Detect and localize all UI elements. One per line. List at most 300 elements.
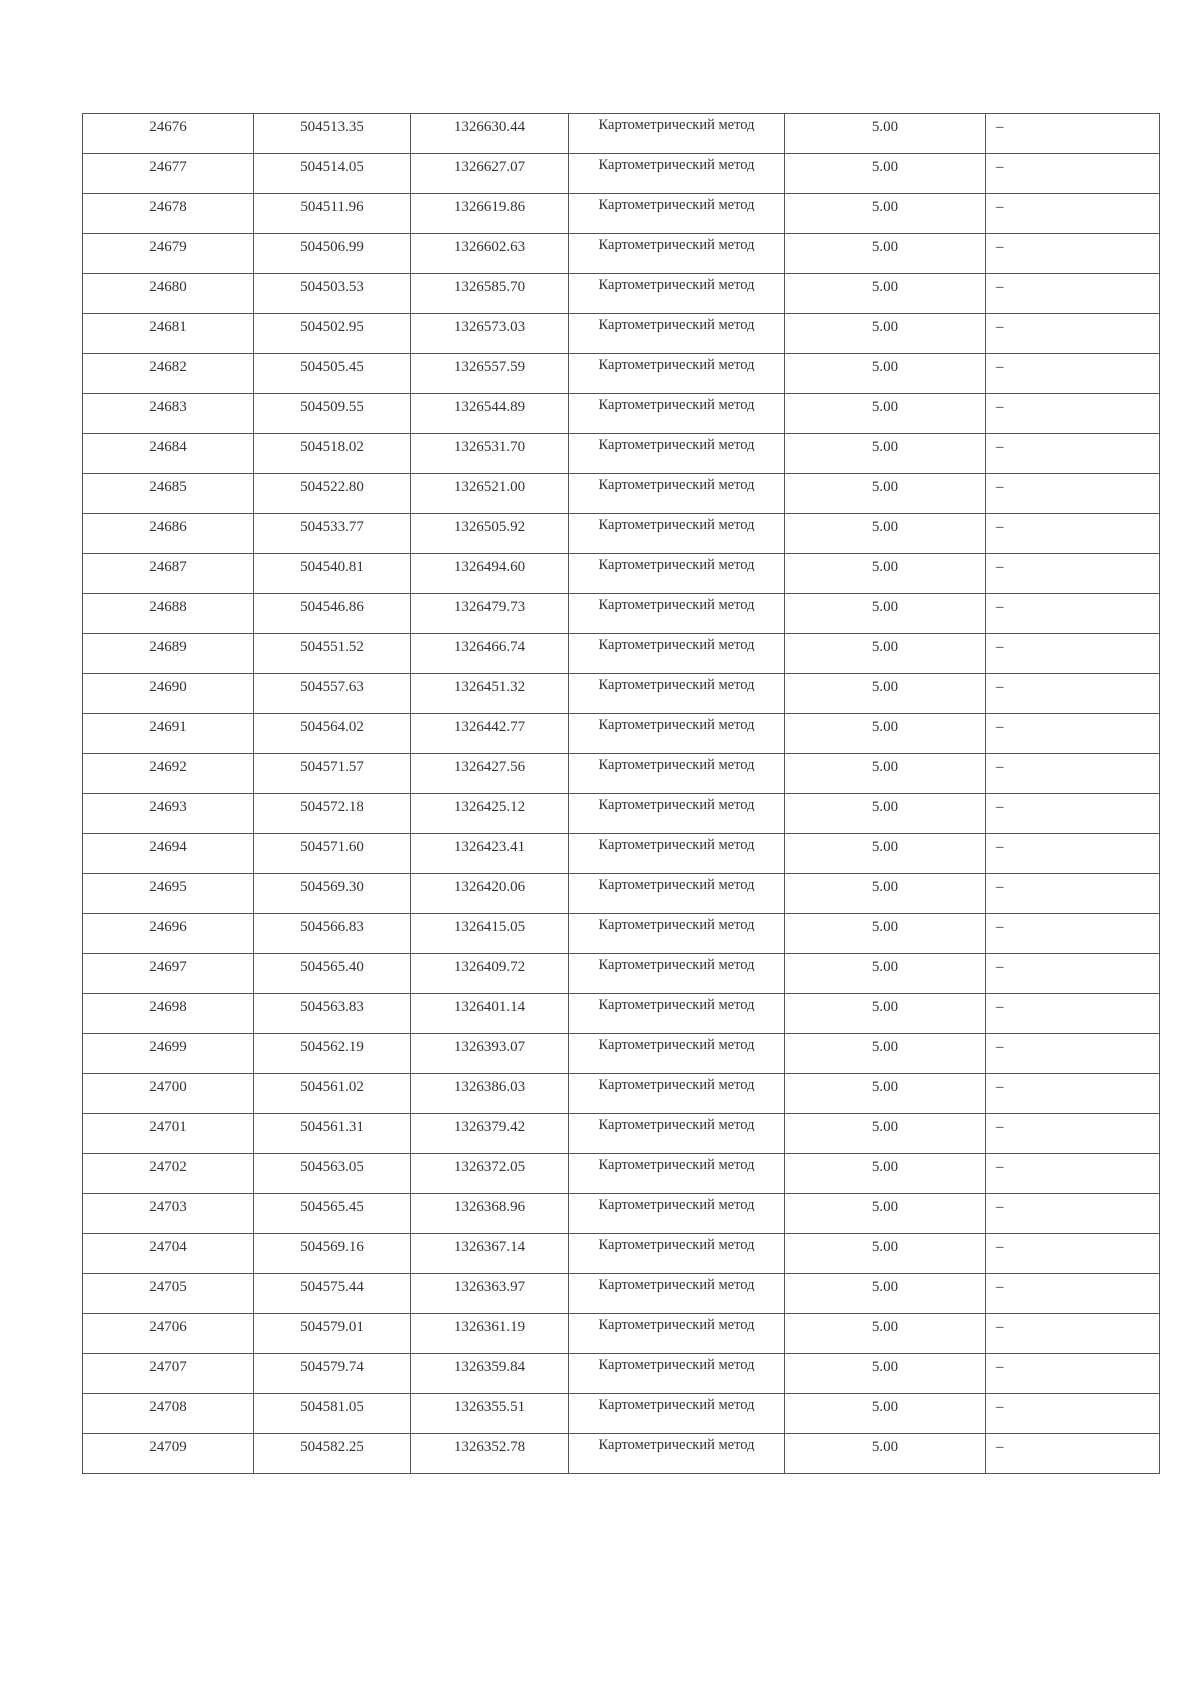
cell-x-text: 504579.74 bbox=[300, 1359, 364, 1375]
table-row bbox=[83, 434, 1160, 474]
cell-y-text: 1326425.12 bbox=[453, 799, 526, 815]
cell-x-text: 504569.16 bbox=[300, 1239, 364, 1255]
accuracy-cell bbox=[785, 234, 986, 274]
x-coordinate-cell bbox=[254, 434, 411, 474]
point-number-cell bbox=[83, 354, 254, 394]
cell-note-text: – bbox=[996, 559, 1004, 575]
cell-y-text: 1326352.78 bbox=[453, 1439, 526, 1455]
cell-y-text: 1326557.59 bbox=[453, 359, 526, 375]
table-row bbox=[83, 1234, 1160, 1274]
y-coordinate-cell bbox=[411, 794, 569, 834]
accuracy-cell bbox=[785, 1434, 986, 1474]
note-cell bbox=[986, 354, 1160, 394]
point-number-cell bbox=[83, 314, 254, 354]
cell-method-text: Картометрический метод bbox=[598, 1277, 755, 1293]
method-cell bbox=[569, 714, 785, 754]
table-row bbox=[83, 274, 1160, 314]
cell-y-text: 1326359.84 bbox=[453, 1359, 526, 1375]
method-cell bbox=[569, 754, 785, 794]
accuracy-cell bbox=[785, 714, 986, 754]
method-cell bbox=[569, 154, 785, 194]
cell-note-text: – bbox=[996, 1439, 1004, 1455]
cell-point-text: 24704 bbox=[149, 1239, 187, 1255]
cell-note-text: – bbox=[996, 759, 1004, 775]
accuracy-cell bbox=[785, 394, 986, 434]
x-coordinate-cell bbox=[254, 794, 411, 834]
cell-note-text: – bbox=[996, 1199, 1004, 1215]
x-coordinate-cell bbox=[254, 114, 411, 154]
note-cell bbox=[986, 514, 1160, 554]
accuracy-cell bbox=[785, 634, 986, 674]
cell-x-text: 504503.53 bbox=[300, 279, 364, 295]
point-number-cell bbox=[83, 874, 254, 914]
accuracy-cell bbox=[785, 754, 986, 794]
point-number-cell bbox=[83, 194, 254, 234]
method-cell bbox=[569, 434, 785, 474]
table-row bbox=[83, 794, 1160, 834]
cell-point-text: 24678 bbox=[149, 199, 187, 215]
y-coordinate-cell bbox=[411, 754, 569, 794]
method-cell bbox=[569, 834, 785, 874]
point-number-cell bbox=[83, 794, 254, 834]
x-coordinate-cell bbox=[254, 274, 411, 314]
x-coordinate-cell bbox=[254, 714, 411, 754]
cell-y-text: 1326409.72 bbox=[453, 959, 526, 975]
note-cell bbox=[986, 274, 1160, 314]
cell-note-text: – bbox=[996, 1159, 1004, 1175]
cell-point-text: 24681 bbox=[149, 319, 187, 335]
point-number-cell bbox=[83, 914, 254, 954]
table-row bbox=[83, 1394, 1160, 1434]
point-number-cell bbox=[83, 954, 254, 994]
x-coordinate-cell bbox=[254, 234, 411, 274]
y-coordinate-cell bbox=[411, 1154, 569, 1194]
cell-y-text: 1326372.05 bbox=[453, 1159, 526, 1175]
x-coordinate-cell bbox=[254, 634, 411, 674]
accuracy-cell bbox=[785, 1154, 986, 1194]
y-coordinate-cell bbox=[411, 474, 569, 514]
cell-point-text: 24696 bbox=[149, 919, 187, 935]
accuracy-cell bbox=[785, 954, 986, 994]
cell-method-text: Картометрический метод bbox=[598, 1357, 755, 1373]
method-cell bbox=[569, 554, 785, 594]
accuracy-cell bbox=[785, 154, 986, 194]
y-coordinate-cell bbox=[411, 234, 569, 274]
cell-accuracy-text: 5.00 bbox=[871, 799, 899, 815]
cell-x-text: 504571.60 bbox=[300, 839, 364, 855]
method-cell bbox=[569, 274, 785, 314]
cell-x-text: 504579.01 bbox=[300, 1319, 364, 1335]
table-row bbox=[83, 1154, 1160, 1194]
x-coordinate-cell bbox=[254, 914, 411, 954]
cell-accuracy-text: 5.00 bbox=[871, 959, 899, 975]
y-coordinate-cell bbox=[411, 1114, 569, 1154]
note-cell bbox=[986, 234, 1160, 274]
method-cell bbox=[569, 1274, 785, 1314]
cell-accuracy-text: 5.00 bbox=[871, 879, 899, 895]
cell-method-text: Картометрический метод bbox=[598, 1317, 755, 1333]
x-coordinate-cell bbox=[254, 1354, 411, 1394]
cell-method-text: Картометрический метод bbox=[598, 1077, 755, 1093]
cell-point-text: 24676 bbox=[149, 119, 187, 135]
x-coordinate-cell bbox=[254, 1394, 411, 1434]
cell-y-text: 1326386.03 bbox=[453, 1079, 526, 1095]
cell-method-text: Картометрический метод bbox=[598, 1197, 755, 1213]
method-cell bbox=[569, 1114, 785, 1154]
y-coordinate-cell bbox=[411, 834, 569, 874]
cell-y-text: 1326367.14 bbox=[453, 1239, 526, 1255]
x-coordinate-cell bbox=[254, 1314, 411, 1354]
cell-method-text: Картометрический метод bbox=[598, 717, 755, 733]
cell-accuracy-text: 5.00 bbox=[871, 559, 899, 575]
cell-method-text: Картометрический метод bbox=[598, 317, 755, 333]
y-coordinate-cell bbox=[411, 434, 569, 474]
coordinates-table bbox=[82, 113, 1160, 1474]
cell-accuracy-text: 5.00 bbox=[871, 1119, 899, 1135]
cell-x-text: 504509.55 bbox=[300, 399, 364, 415]
method-cell bbox=[569, 794, 785, 834]
note-cell bbox=[986, 834, 1160, 874]
cell-point-text: 24692 bbox=[149, 759, 187, 775]
accuracy-cell bbox=[785, 114, 986, 154]
y-coordinate-cell bbox=[411, 314, 569, 354]
cell-accuracy-text: 5.00 bbox=[871, 239, 899, 255]
x-coordinate-cell bbox=[254, 1154, 411, 1194]
cell-x-text: 504565.40 bbox=[300, 959, 364, 975]
cell-point-text: 24709 bbox=[149, 1439, 187, 1455]
point-number-cell bbox=[83, 514, 254, 554]
note-cell bbox=[986, 1234, 1160, 1274]
accuracy-cell bbox=[785, 1354, 986, 1394]
cell-point-text: 24705 bbox=[149, 1279, 187, 1295]
method-cell bbox=[569, 594, 785, 634]
cell-x-text: 504569.30 bbox=[300, 879, 364, 895]
cell-note-text: – bbox=[996, 1319, 1004, 1335]
x-coordinate-cell bbox=[254, 674, 411, 714]
cell-x-text: 504563.05 bbox=[300, 1159, 364, 1175]
cell-method-text: Картометрический метод bbox=[598, 1437, 755, 1453]
point-number-cell bbox=[83, 834, 254, 874]
y-coordinate-cell bbox=[411, 394, 569, 434]
cell-x-text: 504564.02 bbox=[300, 719, 364, 735]
cell-y-text: 1326423.41 bbox=[453, 839, 526, 855]
cell-accuracy-text: 5.00 bbox=[871, 1359, 899, 1375]
cell-point-text: 24682 bbox=[149, 359, 187, 375]
point-number-cell bbox=[83, 394, 254, 434]
point-number-cell bbox=[83, 594, 254, 634]
cell-y-text: 1326585.70 bbox=[453, 279, 526, 295]
y-coordinate-cell bbox=[411, 714, 569, 754]
cell-y-text: 1326479.73 bbox=[453, 599, 526, 615]
x-coordinate-cell bbox=[254, 834, 411, 874]
cell-x-text: 504557.63 bbox=[300, 679, 364, 695]
y-coordinate-cell bbox=[411, 514, 569, 554]
accuracy-cell bbox=[785, 514, 986, 554]
cell-point-text: 24698 bbox=[149, 999, 187, 1015]
cell-accuracy-text: 5.00 bbox=[871, 279, 899, 295]
cell-y-text: 1326494.60 bbox=[453, 559, 526, 575]
table-row bbox=[83, 554, 1160, 594]
method-cell bbox=[569, 114, 785, 154]
point-number-cell bbox=[83, 1314, 254, 1354]
y-coordinate-cell bbox=[411, 1034, 569, 1074]
table-row bbox=[83, 1434, 1160, 1474]
method-cell bbox=[569, 674, 785, 714]
table-row bbox=[83, 954, 1160, 994]
cell-accuracy-text: 5.00 bbox=[871, 1079, 899, 1095]
cell-point-text: 24694 bbox=[149, 839, 187, 855]
accuracy-cell bbox=[785, 794, 986, 834]
y-coordinate-cell bbox=[411, 1354, 569, 1394]
cell-x-text: 504575.44 bbox=[300, 1279, 364, 1295]
cell-accuracy-text: 5.00 bbox=[871, 639, 899, 655]
cell-accuracy-text: 5.00 bbox=[871, 479, 899, 495]
x-coordinate-cell bbox=[254, 394, 411, 434]
x-coordinate-cell bbox=[254, 1034, 411, 1074]
cell-y-text: 1326619.86 bbox=[453, 199, 526, 215]
method-cell bbox=[569, 994, 785, 1034]
cell-method-text: Картометрический метод bbox=[598, 277, 755, 293]
cell-accuracy-text: 5.00 bbox=[871, 1159, 899, 1175]
method-cell bbox=[569, 1234, 785, 1274]
accuracy-cell bbox=[785, 474, 986, 514]
y-coordinate-cell bbox=[411, 1434, 569, 1474]
cell-point-text: 24703 bbox=[149, 1199, 187, 1215]
cell-accuracy-text: 5.00 bbox=[871, 519, 899, 535]
point-number-cell bbox=[83, 154, 254, 194]
cell-note-text: – bbox=[996, 679, 1004, 695]
y-coordinate-cell bbox=[411, 1314, 569, 1354]
cell-point-text: 24677 bbox=[149, 159, 187, 175]
x-coordinate-cell bbox=[254, 1234, 411, 1274]
cell-accuracy-text: 5.00 bbox=[871, 399, 899, 415]
cell-method-text: Картометрический метод bbox=[598, 1117, 755, 1133]
cell-accuracy-text: 5.00 bbox=[871, 1319, 899, 1335]
cell-y-text: 1326466.74 bbox=[453, 639, 526, 655]
method-cell bbox=[569, 474, 785, 514]
note-cell bbox=[986, 474, 1160, 514]
note-cell bbox=[986, 114, 1160, 154]
cell-note-text: – bbox=[996, 399, 1004, 415]
cell-x-text: 504533.77 bbox=[300, 519, 364, 535]
y-coordinate-cell bbox=[411, 634, 569, 674]
cell-note-text: – bbox=[996, 999, 1004, 1015]
y-coordinate-cell bbox=[411, 594, 569, 634]
method-cell bbox=[569, 1154, 785, 1194]
table-row bbox=[83, 114, 1160, 154]
cell-accuracy-text: 5.00 bbox=[871, 839, 899, 855]
cell-accuracy-text: 5.00 bbox=[871, 1399, 899, 1415]
cell-accuracy-text: 5.00 bbox=[871, 719, 899, 735]
cell-y-text: 1326451.32 bbox=[453, 679, 526, 695]
note-cell bbox=[986, 874, 1160, 914]
cell-y-text: 1326531.70 bbox=[453, 439, 526, 455]
note-cell bbox=[986, 634, 1160, 674]
accuracy-cell bbox=[785, 434, 986, 474]
accuracy-cell bbox=[785, 994, 986, 1034]
note-cell bbox=[986, 794, 1160, 834]
cell-accuracy-text: 5.00 bbox=[871, 159, 899, 175]
cell-method-text: Картометрический метод bbox=[598, 677, 755, 693]
cell-method-text: Картометрический метод bbox=[598, 757, 755, 773]
point-number-cell bbox=[83, 1354, 254, 1394]
method-cell bbox=[569, 234, 785, 274]
cell-note-text: – bbox=[996, 199, 1004, 215]
x-coordinate-cell bbox=[254, 1434, 411, 1474]
cell-accuracy-text: 5.00 bbox=[871, 919, 899, 935]
table-row bbox=[83, 1114, 1160, 1154]
cell-note-text: – bbox=[996, 1119, 1004, 1135]
cell-x-text: 504581.05 bbox=[300, 1399, 364, 1415]
accuracy-cell bbox=[785, 1034, 986, 1074]
x-coordinate-cell bbox=[254, 554, 411, 594]
accuracy-cell bbox=[785, 274, 986, 314]
note-cell bbox=[986, 754, 1160, 794]
cell-y-text: 1326521.00 bbox=[453, 479, 526, 495]
y-coordinate-cell bbox=[411, 1394, 569, 1434]
cell-y-text: 1326442.77 bbox=[453, 719, 526, 735]
cell-note-text: – bbox=[996, 1279, 1004, 1295]
cell-y-text: 1326544.89 bbox=[453, 399, 526, 415]
note-cell bbox=[986, 674, 1160, 714]
method-cell bbox=[569, 394, 785, 434]
cell-accuracy-text: 5.00 bbox=[871, 319, 899, 335]
cell-point-text: 24700 bbox=[149, 1079, 187, 1095]
note-cell bbox=[986, 434, 1160, 474]
cell-point-text: 24706 bbox=[149, 1319, 187, 1335]
table-row bbox=[83, 1074, 1160, 1114]
point-number-cell bbox=[83, 1154, 254, 1194]
table-row bbox=[83, 1194, 1160, 1234]
x-coordinate-cell bbox=[254, 154, 411, 194]
cell-note-text: – bbox=[996, 1399, 1004, 1415]
x-coordinate-cell bbox=[254, 954, 411, 994]
point-number-cell bbox=[83, 1234, 254, 1274]
x-coordinate-cell bbox=[254, 474, 411, 514]
cell-note-text: – bbox=[996, 279, 1004, 295]
cell-x-text: 504511.96 bbox=[300, 199, 364, 215]
table-row bbox=[83, 394, 1160, 434]
cell-x-text: 504540.81 bbox=[300, 559, 364, 575]
table-row bbox=[83, 354, 1160, 394]
accuracy-cell bbox=[785, 554, 986, 594]
table-row bbox=[83, 154, 1160, 194]
table-row bbox=[83, 874, 1160, 914]
point-number-cell bbox=[83, 1114, 254, 1154]
point-number-cell bbox=[83, 234, 254, 274]
accuracy-cell bbox=[785, 1114, 986, 1154]
table-row bbox=[83, 674, 1160, 714]
cell-method-text: Картометрический метод bbox=[598, 957, 755, 973]
cell-point-text: 24686 bbox=[149, 519, 187, 535]
cell-x-text: 504513.35 bbox=[300, 119, 364, 135]
cell-y-text: 1326627.07 bbox=[453, 159, 526, 175]
cell-accuracy-text: 5.00 bbox=[871, 1039, 899, 1055]
point-number-cell bbox=[83, 1434, 254, 1474]
cell-note-text: – bbox=[996, 799, 1004, 815]
cell-x-text: 504546.86 bbox=[300, 599, 364, 615]
point-number-cell bbox=[83, 554, 254, 594]
cell-method-text: Картометрический метод bbox=[598, 1237, 755, 1253]
cell-accuracy-text: 5.00 bbox=[871, 1239, 899, 1255]
x-coordinate-cell bbox=[254, 874, 411, 914]
cell-note-text: – bbox=[996, 1079, 1004, 1095]
cell-note-text: – bbox=[996, 519, 1004, 535]
y-coordinate-cell bbox=[411, 954, 569, 994]
x-coordinate-cell bbox=[254, 1074, 411, 1114]
cell-note-text: – bbox=[996, 599, 1004, 615]
cell-x-text: 504502.95 bbox=[300, 319, 364, 335]
note-cell bbox=[986, 1354, 1160, 1394]
cell-method-text: Картометрический метод bbox=[598, 197, 755, 213]
note-cell bbox=[986, 554, 1160, 594]
x-coordinate-cell bbox=[254, 354, 411, 394]
x-coordinate-cell bbox=[254, 1114, 411, 1154]
cell-method-text: Картометрический метод bbox=[598, 237, 755, 253]
cell-y-text: 1326630.44 bbox=[453, 119, 526, 135]
note-cell bbox=[986, 714, 1160, 754]
point-number-cell bbox=[83, 114, 254, 154]
point-number-cell bbox=[83, 994, 254, 1034]
cell-method-text: Картометрический метод bbox=[598, 117, 755, 133]
point-number-cell bbox=[83, 674, 254, 714]
table-row bbox=[83, 634, 1160, 674]
cell-point-text: 24684 bbox=[149, 439, 187, 455]
cell-point-text: 24688 bbox=[149, 599, 187, 615]
table-row bbox=[83, 514, 1160, 554]
method-cell bbox=[569, 354, 785, 394]
cell-y-text: 1326420.06 bbox=[453, 879, 526, 895]
cell-method-text: Картометрический метод bbox=[598, 557, 755, 573]
cell-x-text: 504514.05 bbox=[300, 159, 364, 175]
cell-note-text: – bbox=[996, 1239, 1004, 1255]
point-number-cell bbox=[83, 634, 254, 674]
y-coordinate-cell bbox=[411, 994, 569, 1034]
method-cell bbox=[569, 1314, 785, 1354]
cell-accuracy-text: 5.00 bbox=[871, 199, 899, 215]
y-coordinate-cell bbox=[411, 1274, 569, 1314]
cell-method-text: Картометрический метод bbox=[598, 357, 755, 373]
cell-method-text: Картометрический метод bbox=[598, 397, 755, 413]
cell-note-text: – bbox=[996, 1039, 1004, 1055]
cell-note-text: – bbox=[996, 959, 1004, 975]
cell-x-text: 504565.45 bbox=[300, 1199, 364, 1215]
note-cell bbox=[986, 394, 1160, 434]
cell-x-text: 504551.52 bbox=[300, 639, 364, 655]
cell-accuracy-text: 5.00 bbox=[871, 999, 899, 1015]
method-cell bbox=[569, 1354, 785, 1394]
accuracy-cell bbox=[785, 194, 986, 234]
cell-accuracy-text: 5.00 bbox=[871, 599, 899, 615]
note-cell bbox=[986, 994, 1160, 1034]
cell-point-text: 24702 bbox=[149, 1159, 187, 1175]
x-coordinate-cell bbox=[254, 194, 411, 234]
table-row bbox=[83, 834, 1160, 874]
cell-y-text: 1326361.19 bbox=[453, 1319, 526, 1335]
table-row bbox=[83, 914, 1160, 954]
x-coordinate-cell bbox=[254, 1194, 411, 1234]
table-row bbox=[83, 1354, 1160, 1394]
note-cell bbox=[986, 314, 1160, 354]
y-coordinate-cell bbox=[411, 1194, 569, 1234]
table-row bbox=[83, 754, 1160, 794]
cell-y-text: 1326379.42 bbox=[453, 1119, 526, 1135]
cell-method-text: Картометрический метод bbox=[598, 997, 755, 1013]
cell-x-text: 504561.02 bbox=[300, 1079, 364, 1095]
cell-method-text: Картометрический метод bbox=[598, 597, 755, 613]
cell-y-text: 1326401.14 bbox=[453, 999, 526, 1015]
method-cell bbox=[569, 1074, 785, 1114]
